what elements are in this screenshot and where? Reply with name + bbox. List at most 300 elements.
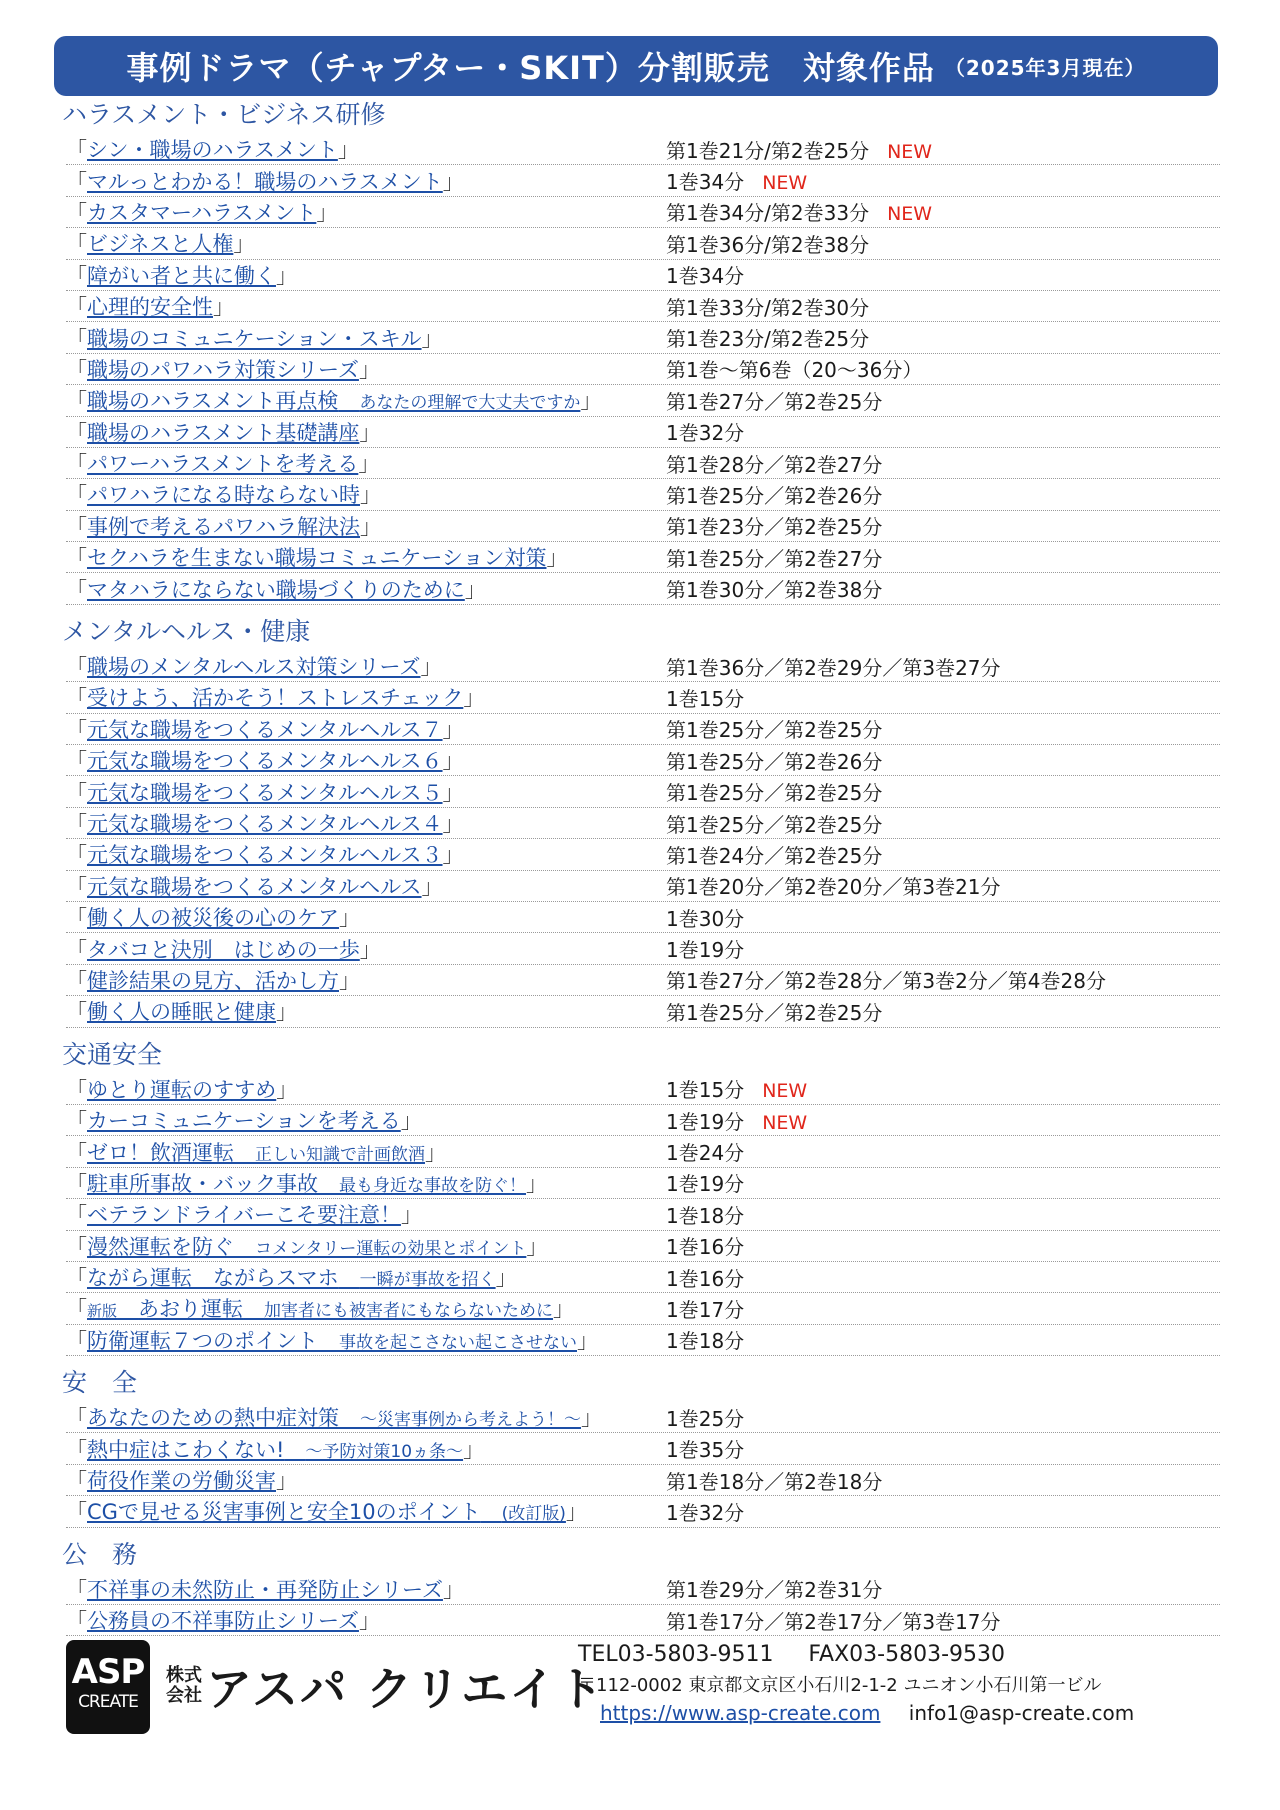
video-title-link[interactable] xyxy=(87,1000,276,1024)
close-bracket: 」 xyxy=(276,1000,297,1025)
video-title-link[interactable] xyxy=(87,515,360,539)
video-title-link[interactable] xyxy=(87,781,443,805)
duration: 第1巻25分／第2巻26分 xyxy=(666,749,883,774)
catalog-row xyxy=(66,965,1220,996)
title-cell xyxy=(66,260,666,290)
video-title-link[interactable] xyxy=(87,1438,463,1462)
duration-cell xyxy=(666,903,744,932)
close-bracket: 」 xyxy=(464,577,486,602)
duration: 第1巻36分/第2巻38分 xyxy=(666,232,870,257)
close-bracket: 」 xyxy=(360,483,381,508)
video-title: タバコと決別 はじめの一歩 xyxy=(87,937,360,962)
duration-cell xyxy=(666,1200,744,1229)
video-title-link[interactable] xyxy=(87,578,465,602)
close-bracket: 」 xyxy=(421,326,443,351)
duration: 1巻15分 xyxy=(666,686,745,711)
open-bracket: 「 xyxy=(66,749,87,774)
duration: 第1巻23分／第2巻25分 xyxy=(666,515,883,540)
open-bracket: 「 xyxy=(66,1328,87,1353)
duration: 1巻34分 xyxy=(666,170,745,195)
close-bracket: 」 xyxy=(442,1577,464,1602)
duration-cell xyxy=(666,166,807,195)
close-bracket: 」 xyxy=(276,1077,298,1102)
title-cell xyxy=(66,682,666,712)
video-title-link[interactable] xyxy=(87,1406,581,1430)
catalog-row xyxy=(66,322,1220,353)
section-title: 安 全 xyxy=(62,1368,138,1398)
video-title-link[interactable] xyxy=(87,1469,276,1493)
duration: 第1巻17分／第2巻17分／第3巻17分 xyxy=(666,1609,1001,1634)
duration: 第1巻18分／第2巻18分 xyxy=(666,1469,883,1494)
video-title: シン・職場のハラスメント xyxy=(87,138,338,163)
duration: 第1巻29分／第2巻31分 xyxy=(666,1578,883,1603)
open-bracket: 「 xyxy=(66,686,87,711)
close-bracket: 」 xyxy=(360,514,381,539)
open-bracket: 「 xyxy=(66,1500,87,1525)
video-subtitle: 加害者にも被害者にもならないために xyxy=(264,1301,554,1322)
video-title-link[interactable] xyxy=(87,1609,359,1633)
open-bracket: 「 xyxy=(66,968,87,993)
duration-cell xyxy=(666,1574,882,1603)
duration-cell xyxy=(666,1074,807,1103)
website-link[interactable]: https://www.asp-create.com xyxy=(600,1701,881,1725)
close-bracket: 」 xyxy=(463,686,485,711)
title-cell xyxy=(66,651,666,681)
video-title: ゆとり運転のすすめ xyxy=(87,1077,277,1102)
catalog-row xyxy=(66,1574,1220,1605)
open-bracket: 「 xyxy=(66,357,87,382)
video-subtitle: 最も身近な事故を防ぐ！ xyxy=(339,1175,526,1196)
video-title-link[interactable] xyxy=(87,843,443,867)
duration-cell xyxy=(666,386,882,415)
duration-cell xyxy=(666,229,869,258)
catalog-row xyxy=(66,228,1220,259)
section-title: メンタルヘルス・健康 xyxy=(62,616,311,646)
video-title-link[interactable] xyxy=(87,264,276,288)
tel: TEL03-5803-9511 xyxy=(578,1642,774,1667)
title-cell xyxy=(66,902,666,932)
video-title-link[interactable] xyxy=(87,1297,553,1321)
title-cell xyxy=(66,479,666,509)
duration-cell xyxy=(666,934,744,963)
video-title-link[interactable] xyxy=(87,1329,577,1353)
video-title-link[interactable] xyxy=(87,1141,425,1165)
video-title-link[interactable] xyxy=(87,327,422,351)
video-title: ビジネスと人権 xyxy=(87,232,234,257)
open-bracket: 「 xyxy=(66,138,87,163)
close-bracket: 」 xyxy=(339,906,360,931)
video-title-link[interactable] xyxy=(87,483,360,507)
logo-text-bottom: CREATE xyxy=(78,1692,138,1712)
duration-cell xyxy=(666,1466,882,1495)
video-title-link[interactable] xyxy=(87,546,546,570)
video-title-link[interactable] xyxy=(87,232,233,256)
video-title-link[interactable] xyxy=(87,875,422,899)
video-title: 元気な職場をつくるメンタルヘルス７ xyxy=(87,717,443,742)
catalog-row xyxy=(66,902,1220,933)
video-title-link[interactable] xyxy=(87,969,339,993)
new-badge: NEW xyxy=(762,1080,808,1103)
duration: 1巻18分 xyxy=(666,1203,745,1228)
title-cell xyxy=(66,934,666,964)
video-title: 障がい者と共に働く xyxy=(87,263,276,288)
video-subtitle: コメンタリー運転の効果とポイント xyxy=(255,1238,527,1259)
close-bracket: 」 xyxy=(359,937,381,962)
open-bracket: 「 xyxy=(66,169,87,194)
open-bracket: 「 xyxy=(66,1234,87,1259)
duration: 第1巻25分／第2巻26分 xyxy=(666,483,883,508)
close-bracket: 」 xyxy=(337,138,359,163)
page-title-banner xyxy=(54,36,1218,96)
video-title-link[interactable] xyxy=(87,1266,496,1290)
catalog-row xyxy=(66,651,1220,682)
video-title-link[interactable] xyxy=(87,906,339,930)
duration-cell xyxy=(666,323,869,352)
close-bracket: 」 xyxy=(442,749,464,774)
duration: 第1巻27分／第2巻28分／第3巻2分／第4巻28分 xyxy=(666,969,1106,994)
close-bracket: 」 xyxy=(442,717,464,742)
video-title: 不祥事の未然防止・再発防止シリーズ xyxy=(87,1577,443,1602)
duration: 第1巻25分／第2巻25分 xyxy=(666,781,883,806)
video-title: 元気な職場をつくるメンタルヘルス３ xyxy=(87,843,443,868)
video-title: 元気な職場をつくるメンタルヘルス xyxy=(87,874,422,899)
video-title: ながら運転 ながらスマホ xyxy=(87,1266,339,1291)
video-title: ベテランドライバーこそ要注意！ xyxy=(87,1203,401,1228)
video-title-link[interactable] xyxy=(87,421,359,445)
section-gap xyxy=(58,1028,1220,1036)
catalog-row xyxy=(66,1105,1220,1136)
duration: 1巻15分 xyxy=(666,1078,745,1103)
duration: 第1巻30分／第2巻38分 xyxy=(666,578,883,603)
duration: 第1巻20分／第2巻20分／第3巻21分 xyxy=(666,875,1001,900)
video-title: 元気な職場をつくるメンタルヘルス５ xyxy=(87,780,443,805)
video-title: 漫然運転を防ぐ xyxy=(87,1234,234,1259)
open-bracket: 「 xyxy=(66,906,87,931)
video-title-link[interactable] xyxy=(87,1235,526,1259)
contact-block xyxy=(578,1642,1218,1725)
video-title: 受けよう、活かそう！ストレスチェック xyxy=(87,686,464,711)
date-note: （2025年3月現在） xyxy=(944,55,1146,80)
duration-cell xyxy=(666,574,882,603)
section-title: 公 務 xyxy=(62,1539,138,1569)
title-cell xyxy=(66,1434,666,1464)
catalog-row xyxy=(66,1496,1220,1527)
catalog-row xyxy=(66,1074,1220,1105)
catalog-row xyxy=(66,1293,1220,1324)
video-title: 荷役作業の労働災害 xyxy=(87,1469,276,1494)
catalog-row xyxy=(66,776,1220,807)
video-title-link[interactable] xyxy=(87,812,443,836)
duration: 1巻34分 xyxy=(666,264,745,289)
duration: 1巻16分 xyxy=(666,1266,745,1291)
video-title-link[interactable] xyxy=(87,686,463,710)
open-bracket: 「 xyxy=(66,780,87,805)
open-bracket: 「 xyxy=(66,546,87,571)
catalog-row xyxy=(66,573,1220,604)
section-gap xyxy=(58,1356,1220,1364)
video-title: カーコミュニケーションを考える xyxy=(87,1109,401,1134)
section-gap xyxy=(58,605,1220,613)
video-title-link[interactable] xyxy=(87,170,443,194)
close-bracket: 」 xyxy=(233,232,255,257)
new-badge: NEW xyxy=(887,203,933,226)
video-title-link[interactable] xyxy=(87,138,338,162)
duration: 1巻32分 xyxy=(666,421,745,446)
catalog-row xyxy=(66,417,1220,448)
duration: 第1巻25分／第2巻27分 xyxy=(666,546,883,571)
close-bracket: 」 xyxy=(358,1609,380,1634)
video-title: 職場のパワハラ対策シリーズ xyxy=(87,357,359,382)
close-bracket: 」 xyxy=(400,1203,422,1228)
catalog-row xyxy=(66,839,1220,870)
duration-cell xyxy=(666,871,1001,900)
catalog-row xyxy=(66,260,1220,291)
open-bracket: 「 xyxy=(66,295,87,320)
footer xyxy=(58,1632,1220,1752)
duration-cell xyxy=(666,1168,744,1197)
duration: 1巻32分 xyxy=(666,1500,745,1525)
video-subtitle: ～災害事例から考えよう！～ xyxy=(360,1410,581,1431)
duration: 第1巻25分／第2巻25分 xyxy=(666,1000,883,1025)
catalog-row xyxy=(66,1433,1220,1464)
duration-cell xyxy=(666,1497,744,1526)
new-badge: NEW xyxy=(762,172,808,195)
video-subtitle: 一瞬が事故を招く xyxy=(359,1270,496,1291)
open-bracket: 「 xyxy=(66,1171,87,1196)
duration: 1巻19分 xyxy=(666,1109,745,1134)
close-bracket: 」 xyxy=(276,1469,297,1494)
duration: 1巻24分 xyxy=(666,1141,745,1166)
duration-cell xyxy=(666,1106,807,1135)
duration-cell xyxy=(666,1403,744,1432)
catalog-row xyxy=(66,745,1220,776)
video-subtitle: ～予防対策10ヵ条～ xyxy=(305,1441,464,1462)
close-bracket: 」 xyxy=(565,1500,587,1525)
company-name-block xyxy=(166,1656,605,1716)
catalog-row xyxy=(66,511,1220,542)
company-logo xyxy=(66,1640,150,1734)
video-title: 心理的安全性 xyxy=(87,295,213,320)
catalog-row xyxy=(66,1136,1220,1167)
video-title-link[interactable] xyxy=(87,1109,401,1133)
title-cell xyxy=(66,1402,666,1432)
video-subtitle: (改訂版) xyxy=(501,1504,566,1525)
duration: 第1巻28分／第2巻27分 xyxy=(666,452,883,477)
video-title-link[interactable] xyxy=(87,938,360,962)
video-title-link[interactable] xyxy=(87,718,443,742)
section-gap xyxy=(58,1528,1220,1536)
open-bracket: 「 xyxy=(66,420,87,445)
video-subtitle: 事故を起こさない起こさせない xyxy=(339,1332,577,1353)
duration: 第1巻～第6巻（20～36分） xyxy=(666,358,923,383)
video-title-link[interactable] xyxy=(87,1203,401,1227)
catalog-row xyxy=(66,385,1220,416)
video-title: 働く人の睡眠と健康 xyxy=(87,1000,276,1025)
duration: 1巻19分 xyxy=(666,938,745,963)
close-bracket: 」 xyxy=(442,780,464,805)
catalog-row xyxy=(66,682,1220,713)
page-title: 事例ドラマ（チャプター・SKIT）分割販売 対象作品 xyxy=(126,49,935,87)
open-bracket: 「 xyxy=(66,1297,87,1322)
open-bracket: 「 xyxy=(66,1000,87,1025)
close-bracket: 」 xyxy=(442,812,464,836)
video-title-link[interactable] xyxy=(87,1172,526,1196)
open-bracket: 「 xyxy=(66,263,87,288)
video-title-link[interactable] xyxy=(87,1578,443,1602)
video-title-link[interactable] xyxy=(87,295,213,319)
title-cell xyxy=(66,354,666,384)
title-cell xyxy=(66,291,666,321)
title-prefix: 新版 xyxy=(87,1302,118,1321)
title-cell xyxy=(66,714,666,744)
open-bracket: 「 xyxy=(66,577,87,602)
duration: 1巻19分 xyxy=(666,1172,745,1197)
video-title: 働く人の被災後の心のケア xyxy=(87,906,339,931)
catalog-row xyxy=(66,354,1220,385)
catalog-row xyxy=(66,542,1220,573)
video-title: あおり運転 xyxy=(138,1297,244,1322)
video-title-link[interactable] xyxy=(87,1500,566,1524)
video-title: 健診結果の見方、活かし方 xyxy=(87,968,339,993)
catalog-row xyxy=(66,448,1220,479)
title-cell xyxy=(66,1199,666,1229)
close-bracket: 」 xyxy=(553,1297,575,1322)
video-title: マタハラにならない職場づくりのために xyxy=(87,577,465,602)
duration: 1巻18分 xyxy=(666,1329,745,1354)
video-title: 防衛運転７つのポイント xyxy=(87,1328,318,1353)
open-bracket: 「 xyxy=(66,200,87,225)
duration: 1巻25分 xyxy=(666,1406,745,1431)
video-title-link[interactable] xyxy=(87,655,420,679)
title-cell xyxy=(66,871,666,901)
title-cell xyxy=(66,808,666,838)
title-cell xyxy=(66,1496,666,1526)
catalog-row xyxy=(66,1168,1220,1199)
video-title: 事例で考えるパワハラ解決法 xyxy=(87,514,360,539)
catalog-section xyxy=(58,1536,1220,1645)
video-title-link[interactable] xyxy=(87,389,580,413)
duration-cell xyxy=(666,1606,1001,1635)
fax: FAX03-5803-9530 xyxy=(808,1642,1006,1667)
video-title-link[interactable] xyxy=(87,749,443,773)
phone-line xyxy=(578,1642,1218,1667)
video-title: 職場のコミュニケーション・スキル xyxy=(87,326,422,351)
video-title: マルっとわかる！職場のハラスメント xyxy=(87,169,443,194)
catalog-row xyxy=(66,1231,1220,1262)
open-bracket: 「 xyxy=(66,717,87,742)
web-line xyxy=(578,1701,1218,1725)
catalog-row xyxy=(66,197,1220,228)
company-prefix: 株式会社 xyxy=(166,1665,202,1706)
video-title: 職場のメンタルヘルス対策シリーズ xyxy=(87,655,421,680)
email: info1@asp-create.com xyxy=(908,1701,1135,1725)
duration-cell xyxy=(666,260,744,289)
open-bracket: 「 xyxy=(66,843,87,868)
duration-cell xyxy=(666,840,882,869)
title-cell xyxy=(66,1231,666,1261)
duration: 1巻35分 xyxy=(666,1438,745,1463)
catalog-section xyxy=(58,613,1220,1036)
duration-cell xyxy=(666,1294,744,1323)
logo-text-top: ASP xyxy=(71,1652,145,1692)
close-bracket: 」 xyxy=(581,1406,602,1431)
section-title: ハラスメント・ビジネス研修 xyxy=(62,100,386,129)
duration-cell xyxy=(666,746,882,775)
close-bracket: 」 xyxy=(580,389,602,414)
duration: 1巻16分 xyxy=(666,1235,745,1260)
video-title: パワーハラスメントを考える xyxy=(87,452,359,477)
company-name: アスパ クリエイト xyxy=(206,1662,606,1716)
video-title: 駐車所事故・バック事故 xyxy=(87,1171,318,1196)
title-cell xyxy=(66,228,666,258)
title-cell xyxy=(66,839,666,869)
duration-cell xyxy=(666,809,882,838)
title-cell xyxy=(66,1137,666,1167)
close-bracket: 」 xyxy=(213,295,234,320)
title-cell xyxy=(66,197,666,227)
duration: 第1巻27分／第2巻25分 xyxy=(666,389,883,414)
catalog-row xyxy=(66,134,1220,165)
close-bracket: 」 xyxy=(546,546,568,571)
video-title-link[interactable] xyxy=(87,358,359,382)
open-bracket: 「 xyxy=(66,1406,87,1431)
title-cell xyxy=(66,996,666,1026)
title-cell xyxy=(66,777,666,807)
video-title: 職場のハラスメント基礎講座 xyxy=(87,420,360,445)
close-bracket: 」 xyxy=(425,1140,446,1165)
duration-cell xyxy=(666,417,744,446)
catalog-row xyxy=(66,714,1220,745)
catalog-row xyxy=(66,808,1220,839)
duration-cell xyxy=(666,511,882,540)
duration-cell xyxy=(666,1231,744,1260)
title-cell xyxy=(66,448,666,478)
video-title-link[interactable] xyxy=(87,201,316,225)
duration: 1巻17分 xyxy=(666,1297,745,1322)
title-cell xyxy=(66,965,666,995)
duration: 1巻30分 xyxy=(666,906,745,931)
title-cell xyxy=(66,166,666,196)
duration: 第1巻36分／第2巻29分／第3巻27分 xyxy=(666,655,1001,680)
close-bracket: 」 xyxy=(577,1328,598,1353)
duration-cell xyxy=(666,1325,744,1354)
title-cell xyxy=(66,1262,666,1292)
open-bracket: 「 xyxy=(66,1109,87,1134)
close-bracket: 」 xyxy=(339,968,360,993)
video-title-link[interactable] xyxy=(87,452,358,476)
title-cell xyxy=(66,134,666,164)
video-subtitle: あなたの理解で大丈夫ですか xyxy=(359,393,581,414)
close-bracket: 」 xyxy=(358,357,380,382)
close-bracket: 」 xyxy=(420,655,442,680)
duration: 第1巻34分/第2巻33分 xyxy=(666,201,870,226)
section-title: 交通安全 xyxy=(62,1039,163,1069)
title-cell xyxy=(66,1325,666,1355)
title-cell xyxy=(66,323,666,353)
title-cell xyxy=(66,511,666,541)
open-bracket: 「 xyxy=(66,812,87,836)
catalog-row xyxy=(66,933,1220,964)
video-title: パワハラになる時ならない時 xyxy=(87,483,360,508)
catalog-row xyxy=(66,1199,1220,1230)
catalog-row xyxy=(66,996,1220,1027)
video-title-link[interactable] xyxy=(87,1078,276,1102)
video-title: 元気な職場をつくるメンタルヘルス６ xyxy=(87,749,443,774)
duration-cell xyxy=(666,135,932,164)
duration: 第1巻24分／第2巻25分 xyxy=(666,843,883,868)
close-bracket: 」 xyxy=(442,843,464,868)
open-bracket: 「 xyxy=(66,1077,87,1102)
